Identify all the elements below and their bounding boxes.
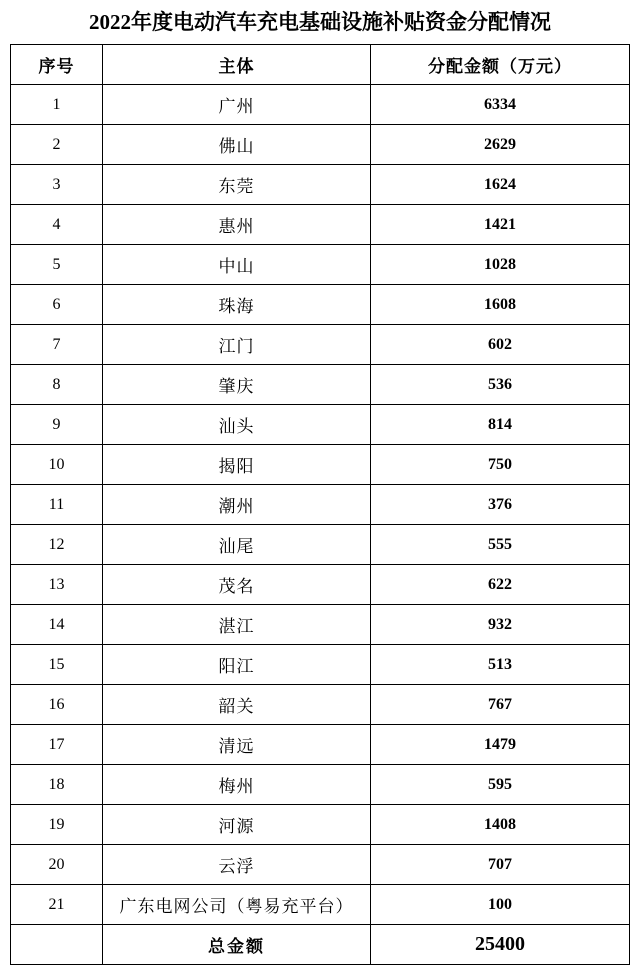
column-header-amount: 分配金额（万元） — [371, 45, 630, 85]
table-row — [11, 365, 630, 405]
cell-amount: 536 — [371, 365, 630, 405]
table-row — [11, 685, 630, 725]
cell-subject: 中山 — [103, 245, 371, 285]
table-total-row — [11, 925, 630, 965]
cell-amount: 1408 — [371, 805, 630, 845]
cell-amount: 100 — [371, 885, 630, 925]
cell-subject: 东莞 — [103, 165, 371, 205]
cell-total-label: 总金额 — [103, 925, 371, 965]
table-row — [11, 405, 630, 445]
cell-index: 18 — [11, 765, 103, 805]
table-header — [11, 45, 630, 85]
table-row — [11, 765, 630, 805]
table-row — [11, 245, 630, 285]
page-title: 2022年度电动汽车充电基础设施补贴资金分配情况 — [89, 10, 551, 34]
cell-amount: 932 — [371, 605, 630, 645]
cell-amount: 1421 — [371, 205, 630, 245]
table-row — [11, 885, 630, 925]
table-row — [11, 205, 630, 245]
cell-amount: 622 — [371, 565, 630, 605]
table-row — [11, 525, 630, 565]
cell-index: 11 — [11, 485, 103, 525]
cell-subject: 潮州 — [103, 485, 371, 525]
cell-subject: 江门 — [103, 325, 371, 365]
cell-amount: 595 — [371, 765, 630, 805]
cell-amount: 2629 — [371, 125, 630, 165]
cell-subject: 揭阳 — [103, 445, 371, 485]
cell-amount: 814 — [371, 405, 630, 445]
cell-amount: 6334 — [371, 85, 630, 125]
cell-index: 13 — [11, 565, 103, 605]
cell-index: 9 — [11, 405, 103, 445]
cell-subject: 广东电网公司（粤易充平台） — [103, 885, 371, 925]
table-row — [11, 565, 630, 605]
cell-index: 7 — [11, 325, 103, 365]
cell-index: 15 — [11, 645, 103, 685]
cell-amount: 1479 — [371, 725, 630, 765]
table-row — [11, 285, 630, 325]
cell-amount: 750 — [371, 445, 630, 485]
table-row — [11, 605, 630, 645]
cell-index: 14 — [11, 605, 103, 645]
table-body — [11, 85, 630, 965]
cell-index: 1 — [11, 85, 103, 125]
column-header-subject: 主体 — [103, 45, 371, 85]
cell-index: 16 — [11, 685, 103, 725]
cell-total-index — [11, 925, 103, 965]
cell-index: 5 — [11, 245, 103, 285]
cell-index: 10 — [11, 445, 103, 485]
cell-index: 17 — [11, 725, 103, 765]
cell-index: 6 — [11, 285, 103, 325]
cell-amount: 602 — [371, 325, 630, 365]
cell-amount: 1028 — [371, 245, 630, 285]
cell-subject: 广州 — [103, 85, 371, 125]
table-row — [11, 845, 630, 885]
cell-index: 20 — [11, 845, 103, 885]
cell-index: 3 — [11, 165, 103, 205]
cell-subject: 肇庆 — [103, 365, 371, 405]
cell-index: 21 — [11, 885, 103, 925]
table-row — [11, 325, 630, 365]
cell-subject: 河源 — [103, 805, 371, 845]
cell-subject: 清远 — [103, 725, 371, 765]
table-row — [11, 445, 630, 485]
cell-index: 4 — [11, 205, 103, 245]
cell-subject: 汕头 — [103, 405, 371, 445]
cell-amount: 513 — [371, 645, 630, 685]
cell-amount: 376 — [371, 485, 630, 525]
cell-subject: 佛山 — [103, 125, 371, 165]
cell-index: 2 — [11, 125, 103, 165]
cell-subject: 阳江 — [103, 645, 371, 685]
cell-amount: 555 — [371, 525, 630, 565]
allocation-table — [10, 44, 630, 965]
table-row — [11, 725, 630, 765]
table-row — [11, 805, 630, 845]
cell-amount: 767 — [371, 685, 630, 725]
table-header-row — [11, 45, 630, 85]
cell-index: 12 — [11, 525, 103, 565]
table-row — [11, 485, 630, 525]
table-row — [11, 85, 630, 125]
cell-amount: 1608 — [371, 285, 630, 325]
table-row — [11, 645, 630, 685]
cell-subject: 湛江 — [103, 605, 371, 645]
column-header-index: 序号 — [11, 45, 103, 85]
cell-subject: 韶关 — [103, 685, 371, 725]
cell-total-amount: 25400 — [371, 925, 630, 965]
table-row — [11, 125, 630, 165]
cell-subject: 珠海 — [103, 285, 371, 325]
cell-subject: 梅州 — [103, 765, 371, 805]
cell-subject: 云浮 — [103, 845, 371, 885]
cell-index: 8 — [11, 365, 103, 405]
cell-amount: 707 — [371, 845, 630, 885]
table-row — [11, 165, 630, 205]
cell-index: 19 — [11, 805, 103, 845]
cell-amount: 1624 — [371, 165, 630, 205]
cell-subject: 茂名 — [103, 565, 371, 605]
cell-subject: 惠州 — [103, 205, 371, 245]
cell-subject: 汕尾 — [103, 525, 371, 565]
